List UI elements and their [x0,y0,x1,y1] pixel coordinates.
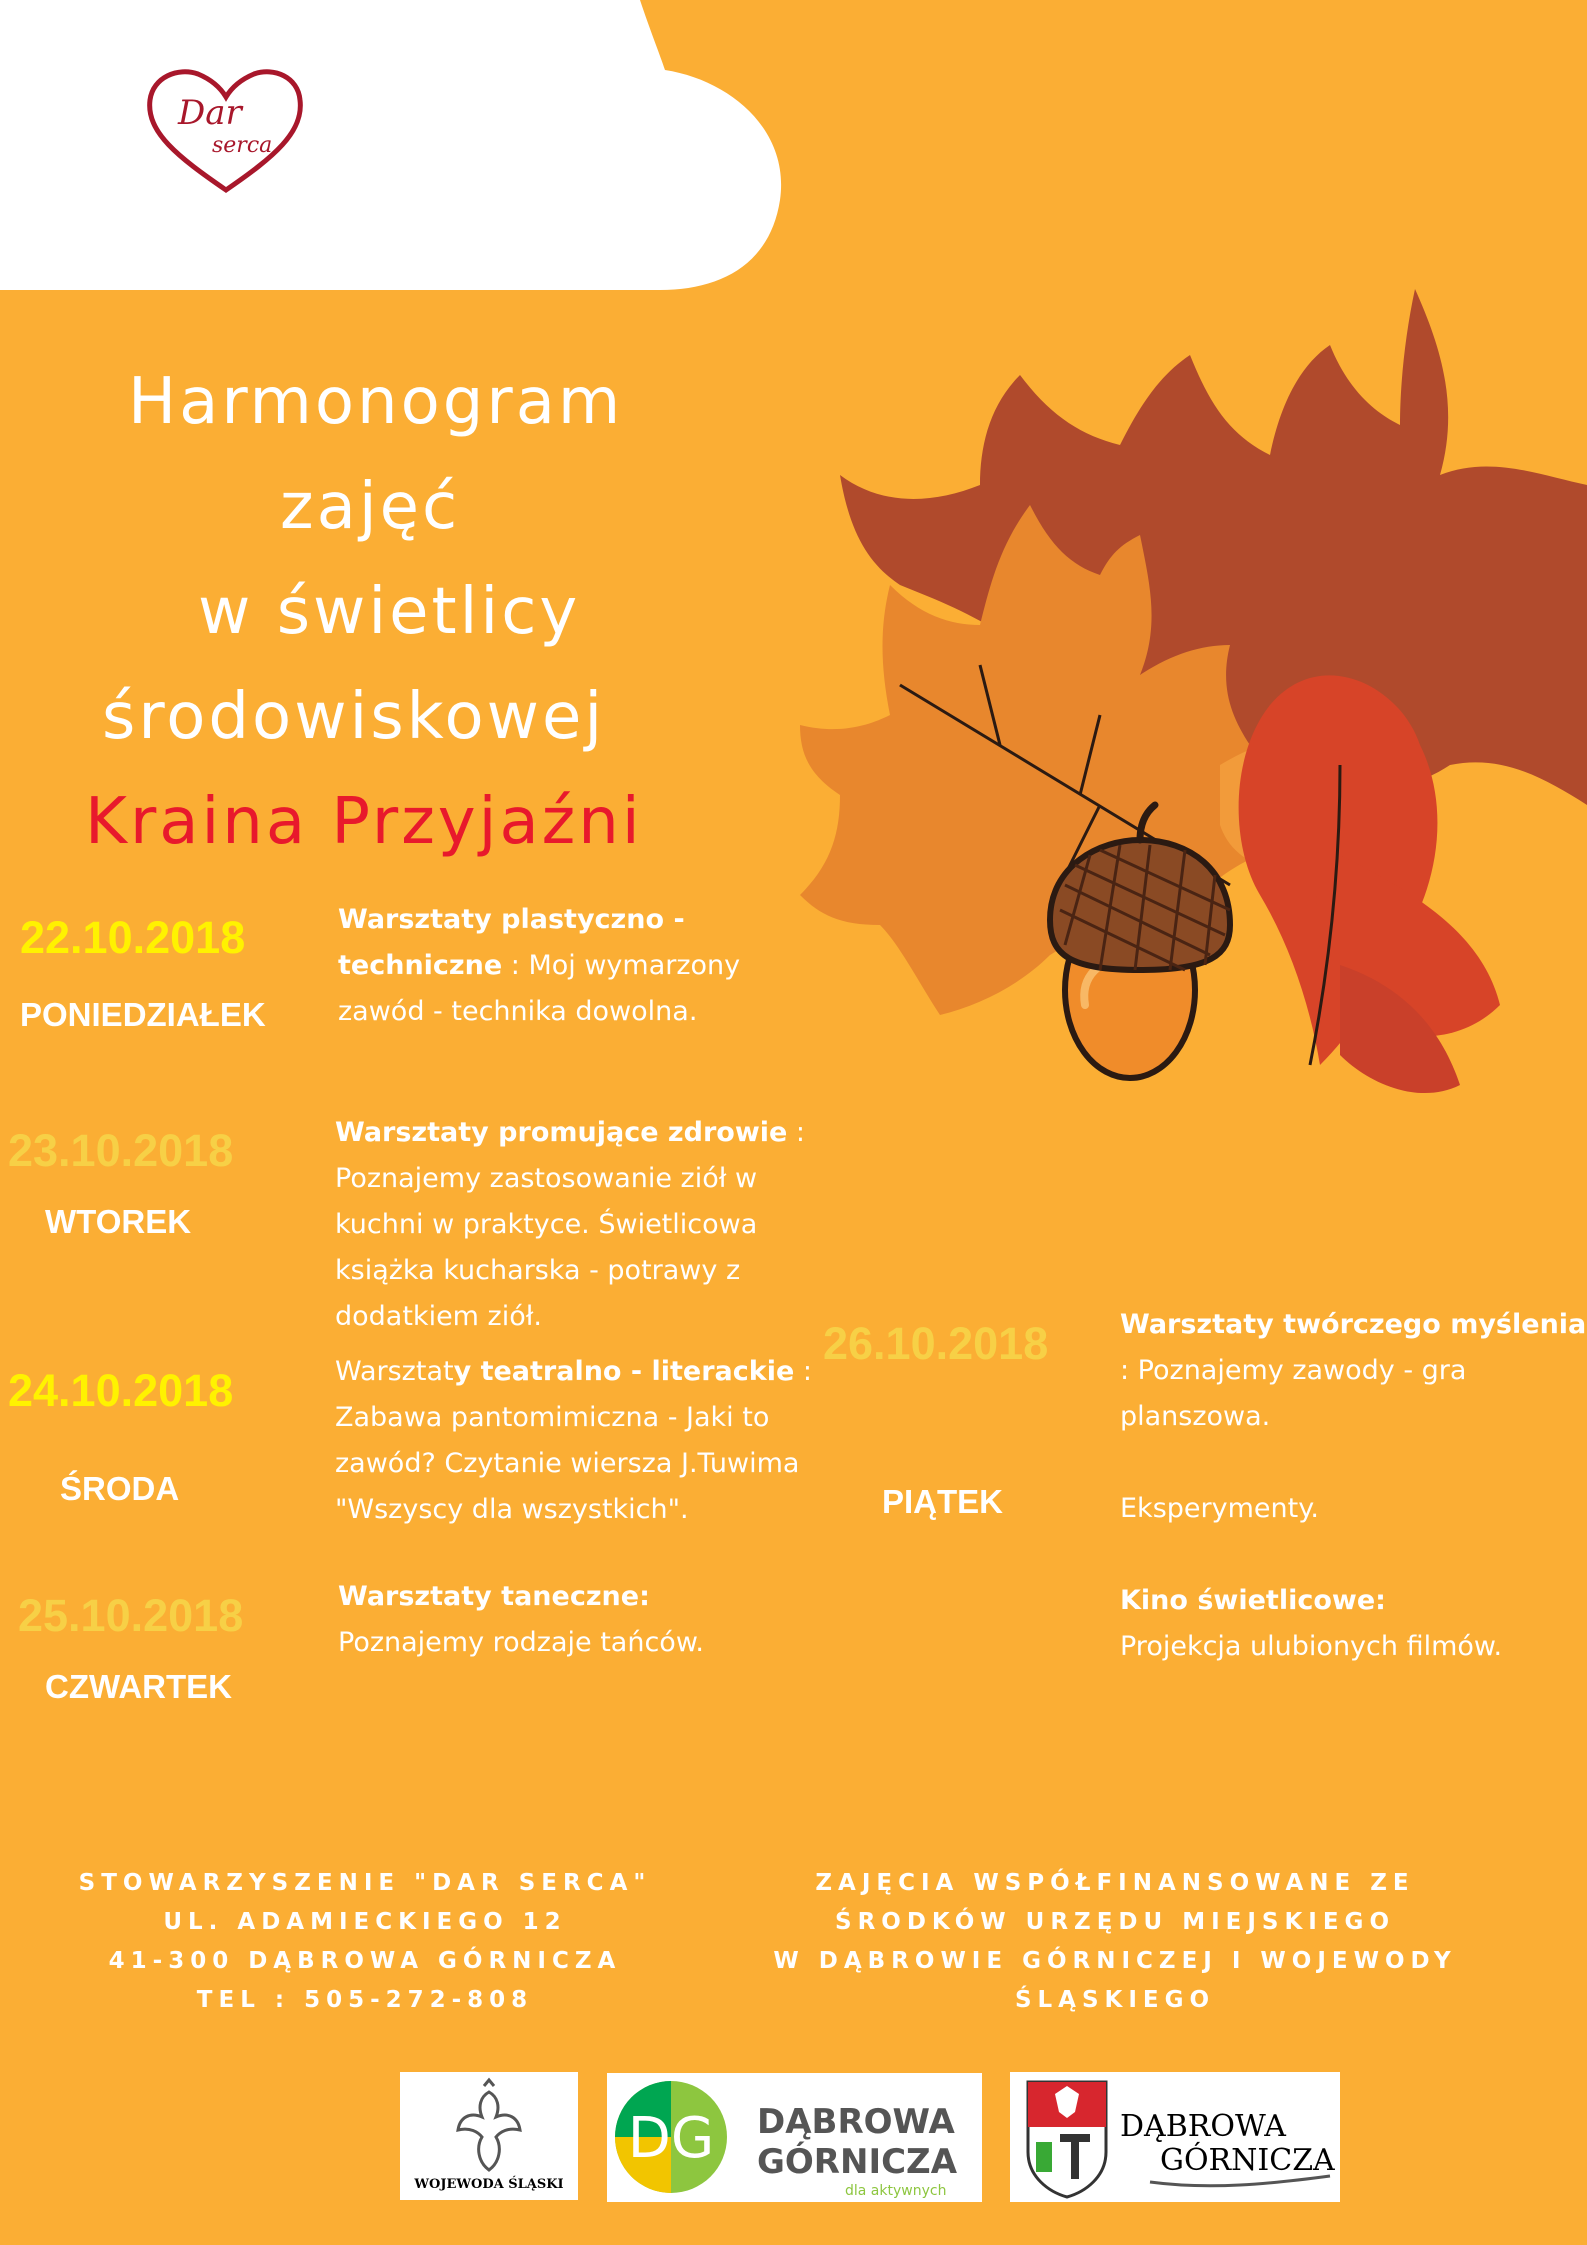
activity-tuesday [335,1110,805,1340]
city-text-line1: DĄBROWA [1120,2109,1286,2144]
date-friday: 26.10.2018 [823,1318,1049,1369]
footer-funding-line1: ZAJĘCIA WSPÓŁFINANSOWANE ZE [815,1870,1415,1896]
dg-text-line1: DĄBROWA [757,2102,955,2142]
cloud-shape [0,0,790,300]
activity-tuesday-line2: Poznajemy zastosowanie ziół w [335,1163,758,1194]
activity-friday-line5: Kino świetlicowe: [1120,1585,1386,1616]
day-wednesday: ŚRODA [60,1470,180,1507]
activity-wednesday-line2: Zabawa pantomimiczna - Jaki to [335,1402,770,1433]
footer-address-line1: STOWARZYSZENIE "DAR SERCA" [78,1870,652,1896]
dg-letters: DG [627,2106,715,2171]
footer-address-line3: 41-300 DĄBROWA GÓRNICZA [108,1948,622,1974]
wojewoda-text: WOJEWODA ŚLĄSKI [414,2177,564,2192]
title-line-4: środowiskowej [102,680,606,754]
activity-monday-line3: zawód - technika dowolna. [338,996,698,1027]
wojewoda-slaski-logo [400,2072,578,2200]
heart-icon [138,62,314,202]
activity-thursday-line2: Poznajemy rodzaje tańców. [338,1627,705,1658]
activity-monday-line2: : Moj wymarzony [502,950,741,981]
date-tuesday: 23.10.2018 [8,1125,234,1176]
activity-friday [1120,1302,1586,1670]
footer-address-line4: TEL : 505-272-808 [196,1987,534,2013]
footer-funding-line4: ŚLĄSKIEGO [1014,1987,1216,2013]
activity-wednesday-line1-bold: y teatralno - literackie [453,1356,795,1387]
logo-text-dar: Dar [178,93,242,133]
title-line-2: zajęć [280,470,461,544]
activity-monday [338,897,740,1035]
activity-friday-line4: Eksperymenty. [1120,1493,1319,1524]
activity-monday-line2-bold: techniczne [338,950,503,981]
footer-address [55,1864,675,2020]
footer-funding-line3: W DĄBROWIE GÓRNICZEJ I WOJEWODY [773,1948,1457,1974]
activity-tuesday-line4: książka kucharska - potrawy z [335,1255,741,1286]
date-wednesday: 24.10.2018 [8,1365,234,1416]
activity-wednesday-line1-pre: Warsztat [335,1356,454,1387]
activity-friday-line3: planszowa. [1120,1401,1271,1432]
day-thursday: CZWARTEK [45,1668,232,1705]
footer-funding [735,1864,1495,2020]
autumn-leaves-illustration [800,285,1587,1185]
logo-text-serca: serca [212,133,273,158]
activity-wednesday [335,1349,812,1533]
dar-serca-logo [138,62,314,202]
footer-address-line2: UL. ADAMIECKIEGO 12 [163,1909,567,1935]
activity-thursday-line1: Warsztaty taneczne: [338,1581,650,1612]
activity-thursday [338,1574,704,1666]
activity-tuesday-line3: kuchni w praktyce. Świetlicowa [335,1209,758,1240]
dg-tagline: dla aktywnych [845,2183,947,2199]
activity-tuesday-line1: : [787,1117,806,1148]
date-thursday: 25.10.2018 [18,1590,244,1641]
activity-friday-line1: Warsztaty twórczego myślenia [1120,1309,1587,1340]
activity-friday-line2: : Poznajemy zawody - gra [1120,1355,1467,1386]
activity-wednesday-line4: "Wszyscy dla wszystkich". [335,1494,689,1525]
title-line-3: w świetlicy [198,575,581,649]
city-text-line2: GÓRNICZA [1160,2143,1335,2178]
activity-tuesday-line1-bold: Warsztaty promujące zdrowie [335,1117,788,1148]
coat-of-arms-icon [1028,2082,1106,2197]
activity-friday-line6: Projekcja ulubionych filmów. [1120,1631,1503,1662]
date-monday: 22.10.2018 [20,912,246,963]
dg-text-line2: GÓRNICZA [757,2142,958,2182]
activity-tuesday-line5: dodatkiem ziół. [335,1301,543,1332]
title-line-5: Kraina Przyjaźni [85,785,643,859]
activity-wednesday-line1: : [794,1356,812,1387]
dabrowa-gornicza-city-logo [1010,2072,1340,2202]
day-friday: PIĄTEK [882,1483,1004,1520]
activity-wednesday-line3: zawód? Czytanie wiersza J.Tuwima [335,1448,800,1479]
dabrowa-gornicza-dla-aktywnych-logo [607,2073,982,2202]
title-line-1: Harmonogram [128,365,624,439]
activity-monday-line1: Warsztaty plastyczno - [338,904,685,935]
day-monday: PONIEDZIAŁEK [20,996,266,1033]
eagle-icon [458,2080,520,2170]
footer-funding-line2: ŚRODKÓW URZĘDU MIEJSKIEGO [835,1909,1395,1935]
day-tuesday: WTOREK [45,1203,192,1240]
